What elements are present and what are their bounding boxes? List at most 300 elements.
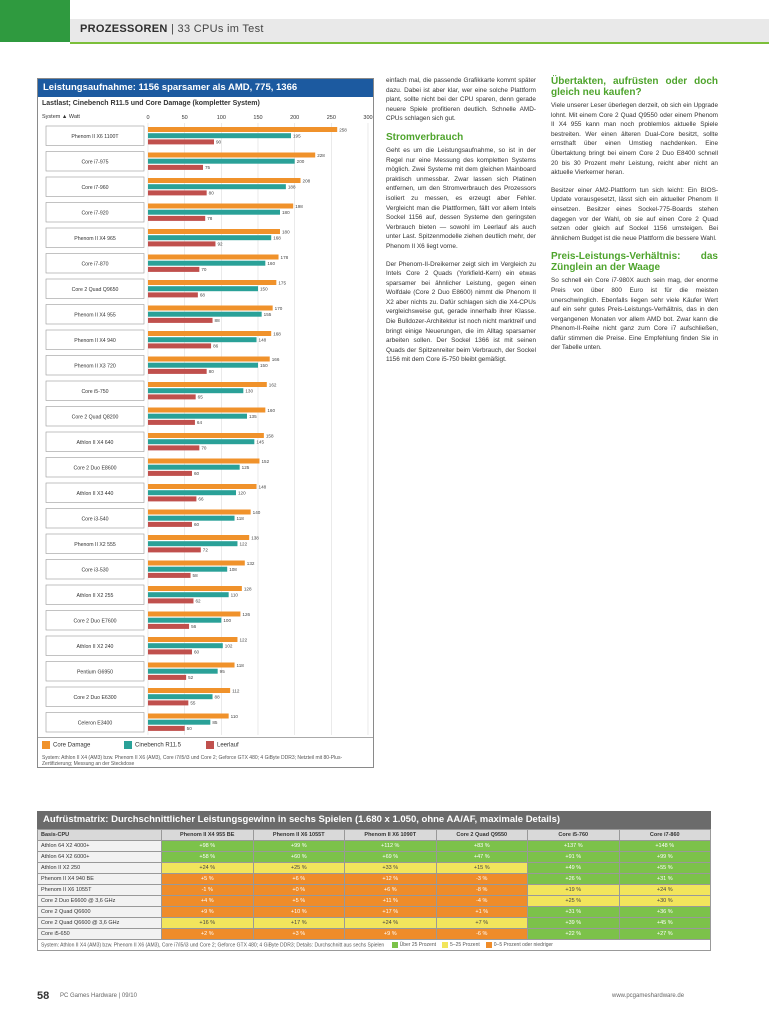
bar xyxy=(148,331,271,336)
bar xyxy=(148,133,291,138)
matrix-cell: +112 % xyxy=(345,841,437,852)
data-label: 148 xyxy=(258,484,267,490)
matrix-cell: +148 % xyxy=(619,841,711,852)
bar xyxy=(148,357,270,362)
legend-item-idle xyxy=(206,741,239,749)
matrix-col-header: Core i5-760 xyxy=(528,830,620,841)
matrix-row-label: Core 2 Quad Q6600 xyxy=(38,907,162,918)
bar xyxy=(148,535,249,540)
chart-footnote: System: Athlon II X4 (AM3) bzw. Phenom II X6 (AM3), Core i7/i5/i3 und Core 2; Geforce GTX 480; 4 GiByte DDR3; Netzteil mit 80-Plus-Zertifizierung; Messung an der Steckdose xyxy=(42,755,343,767)
matrix-legend-item xyxy=(392,942,436,948)
matrix-cell: +26 % xyxy=(528,874,620,885)
category-label: Core i7-975 xyxy=(81,159,109,166)
matrix-cell: +6 % xyxy=(345,885,437,896)
matrix-title: Aufrüstmatrix: Durchschnittlicher Leistungsgewinn in sechs Spielen (1.680 x 1.050, ohne AA/AF, maximale Details) xyxy=(37,811,711,829)
data-label: 70 xyxy=(201,445,207,451)
bar xyxy=(148,420,195,425)
bar xyxy=(148,312,262,317)
data-label: 58 xyxy=(192,573,198,579)
heading-stromverbrauch: Stromverbrauch xyxy=(386,131,464,143)
data-label: 60 xyxy=(194,649,200,655)
chart-legend xyxy=(38,737,373,754)
matrix-row xyxy=(38,896,711,907)
bar xyxy=(148,306,273,311)
bar xyxy=(148,598,193,603)
data-label: 140 xyxy=(252,509,261,515)
bar xyxy=(148,637,237,642)
bar xyxy=(148,184,286,189)
matrix-cell: +60 % xyxy=(253,852,345,863)
tick-label: 250 xyxy=(326,115,336,121)
data-label: 152 xyxy=(261,458,270,464)
matrix-cell: +0 % xyxy=(253,885,345,896)
category-label: Core i3-530 xyxy=(81,567,109,574)
matrix-cell: +2 % xyxy=(162,929,254,940)
bar xyxy=(148,241,215,246)
matrix-cell: +15 % xyxy=(436,863,528,874)
bar xyxy=(148,541,237,546)
matrix-col-header: Phenom II X4 955 BE xyxy=(162,830,254,841)
bar xyxy=(148,190,207,195)
matrix-cell: +17 % xyxy=(345,907,437,918)
data-label: 175 xyxy=(278,280,287,286)
matrix-cell: +45 % xyxy=(619,918,711,929)
matrix-cell: +55 % xyxy=(619,863,711,874)
matrix-row-label: Phenom II X4 940 BE xyxy=(38,874,162,885)
data-label: 75 xyxy=(205,165,211,171)
bar xyxy=(148,363,258,368)
matrix-cell: +99 % xyxy=(253,841,345,852)
data-label: 68 xyxy=(199,292,205,298)
bar xyxy=(148,261,265,266)
data-label: 60 xyxy=(194,522,200,528)
matrix-cell: +25 % xyxy=(528,896,620,907)
matrix-footnote: System: Athlon II X4 (AM3) bzw. Phenom II X6 (AM3), Core i7/i5/i3 und Core 2; Geforce GTX 480; 4 GiByte DDR3; Details: Durchschnitt aus sechs Spielen xyxy=(41,942,385,949)
publisher-url[interactable]: www.pcgameshardware.de xyxy=(612,993,685,999)
matrix-cell: +10 % xyxy=(253,907,345,918)
bar xyxy=(148,343,211,348)
bar xyxy=(148,496,196,501)
matrix-cell: -1 % xyxy=(162,885,254,896)
matrix-col-header: Core i7-860 xyxy=(619,830,711,841)
magazine-logo-block xyxy=(0,0,70,42)
category-label: Athlon II X2 255 xyxy=(76,592,114,599)
legend-label: 0–5 Prozent oder niedriger xyxy=(493,942,553,949)
legend-label: 5–25 Prozent xyxy=(450,942,480,949)
legend-swatch xyxy=(442,942,448,948)
bar xyxy=(148,445,199,450)
matrix-cell: +33 % xyxy=(345,863,437,874)
matrix-cell: -4 % xyxy=(436,896,528,907)
category-label: Phenom II X4 965 xyxy=(74,235,116,242)
data-label: 188 xyxy=(287,184,296,190)
data-label: 60 xyxy=(194,471,200,477)
category-label: Pentium G6950 xyxy=(76,669,114,676)
matrix-legend-item xyxy=(442,942,480,948)
paragraph: Der Phenom-II-Dreikerner zeigt sich im Vergleich zu Intels Core 2 Quads (Yorkfield-Kern) ein etwas sparsamer bei ähnlicher Leistung, gegen einen Wolfdale (Core 2 Duo E8600) nimmt die Phenom II X2 aber nichts zu. Dafür schlagen sich die X4-CPUs vergleichsweise gut, gerade innerhalb ihrer Klasse. Die Bulldozer-Architektur ist noch nicht marktreif und bringt einige Neuerungen, die im Alltag sparsamer arbeiten sollen. Der Sockel 1366 ist mit seinen Quads der Spitzenreiter beim Verbrauch, der Sockel 1156 mit dem Core i5-750 bleibt gemäßigt. xyxy=(386,260,536,364)
bar xyxy=(148,159,295,164)
bar xyxy=(148,700,188,705)
bar xyxy=(148,669,218,674)
legend-swatch xyxy=(124,741,132,749)
bar xyxy=(148,694,213,699)
matrix-cell: +58 % xyxy=(162,852,254,863)
bar xyxy=(148,490,236,495)
paragraph: Besitzer einer AM2-Plattform tun sich leicht: Ein BIOS-Update vorausgesetzt, lässt sich ein aktueller Phenom II einsetzen. Besitzer eines Sockel-775-Boards stehen dagegen vor der Wahl, ob sie auf einen Core 2 Quad setzen oder gleich auf Sockel 1156 umsteigen. Bei ähnlichem Budget ist die neue Plattform die bessere Wahl. xyxy=(551,186,718,242)
tick-label: 0 xyxy=(146,115,150,121)
data-label: 108 xyxy=(229,567,237,572)
category-label: Phenom II X3 720 xyxy=(74,363,116,370)
matrix-cell: +39 % xyxy=(528,918,620,929)
data-label: 195 xyxy=(293,133,301,139)
data-label: 118 xyxy=(236,516,244,521)
matrix-cell: +12 % xyxy=(345,874,437,885)
bar xyxy=(148,484,257,489)
matrix-body xyxy=(38,841,711,940)
data-label: 148 xyxy=(258,337,267,343)
matrix-row xyxy=(38,863,711,874)
matrix-cell: +49 % xyxy=(528,863,620,874)
category-label: Core i7-960 xyxy=(81,184,109,191)
data-label: 56 xyxy=(191,624,197,630)
data-label: 110 xyxy=(230,592,238,598)
data-label: 100 xyxy=(223,618,232,623)
bar xyxy=(148,433,264,438)
matrix-cell: +5 % xyxy=(162,874,254,885)
data-label: 168 xyxy=(273,235,281,241)
matrix-footer xyxy=(37,940,711,951)
category-label: Athlon II X2 240 xyxy=(76,643,114,650)
chart-plot xyxy=(38,109,373,737)
section-name: PROZESSOREN xyxy=(80,23,168,35)
matrix-cell: +24 % xyxy=(345,918,437,929)
category-label: Phenom II X4 940 xyxy=(74,337,116,344)
data-label: 70 xyxy=(201,267,207,273)
data-label: 150 xyxy=(260,286,268,292)
tick-label: 50 xyxy=(181,115,188,121)
data-label: 180 xyxy=(282,210,290,215)
bar xyxy=(148,522,192,527)
bar xyxy=(148,714,229,719)
bar xyxy=(148,235,271,240)
matrix-cell: +31 % xyxy=(528,907,620,918)
bar xyxy=(148,567,227,572)
matrix-row xyxy=(38,885,711,896)
matrix-cell: +99 % xyxy=(619,852,711,863)
legend-swatch xyxy=(392,942,398,948)
bar xyxy=(148,210,280,215)
matrix-cell: +16 % xyxy=(162,918,254,929)
matrix-row xyxy=(38,874,711,885)
tick-label: 100 xyxy=(216,115,226,121)
matrix-row-label: Core 2 Duo E6600 @ 3,6 GHz xyxy=(38,896,162,907)
data-label: 122 xyxy=(239,541,248,547)
data-label: 86 xyxy=(213,343,219,349)
legend-label: Cinebench R11.5 xyxy=(135,742,181,749)
bar xyxy=(148,337,257,342)
chart-subtitle: Lastlast; Cinebench R11.5 und Core Damage (kompletter System) xyxy=(42,100,260,107)
matrix-cell: +83 % xyxy=(436,841,528,852)
matrix-row-label: Core 2 Quad Q6600 @ 3,6 GHz xyxy=(38,918,162,929)
bar xyxy=(148,178,301,183)
data-label: 78 xyxy=(207,216,213,222)
paragraph: Geht es um die Leistungsaufnahme, so ist in der Regel nur eine Messung des kompletten Systems möglich. Zwei Systeme mit dem gleichen Mainboard praktisch unmessbar. Zwar lassen sich Platinen entfernen, um den Stromverbrauch des Prozessors isoliert zu messen, es erzeugt aber Fehler. Vergleicht man die Plattformen, fällt vor allem Intels Sockel 1156 auf, dessen Systeme den geringsten Verbrauch bieten — sowohl im Leerlauf als auch unter Last. Spitzenmodelle ziehen deutlich mehr, der Phenom II X6 liegt vorne. xyxy=(386,146,536,250)
bar xyxy=(148,267,199,272)
bar xyxy=(148,618,221,623)
data-label: 258 xyxy=(339,127,347,133)
matrix-cell: +1 % xyxy=(436,907,528,918)
data-label: 155 xyxy=(263,312,272,317)
matrix-cell: -6 % xyxy=(436,929,528,940)
bar xyxy=(148,153,315,158)
matrix-corner: Basis-CPU xyxy=(38,830,162,841)
bar xyxy=(148,720,210,725)
data-label: 92 xyxy=(217,241,223,247)
matrix-cell: +4 % xyxy=(162,896,254,907)
bar xyxy=(148,510,251,515)
data-label: 52 xyxy=(188,675,194,681)
data-label: 198 xyxy=(295,203,303,209)
tick-label: 200 xyxy=(290,115,300,121)
category-label: Core 2 Quad Q9650 xyxy=(71,286,119,293)
data-label: 102 xyxy=(224,643,233,649)
data-label: 85 xyxy=(212,720,218,725)
category-label: Phenom II X6 1100T xyxy=(71,133,119,140)
bar xyxy=(148,465,240,470)
matrix-col-header: Phenom II X6 1055T xyxy=(253,830,345,841)
data-label: 55 xyxy=(190,700,196,706)
matrix-legend-item xyxy=(486,942,553,948)
legend-swatch xyxy=(486,942,492,948)
bar xyxy=(148,561,245,566)
data-label: 162 xyxy=(268,382,277,388)
matrix-cell: -8 % xyxy=(436,885,528,896)
bar xyxy=(148,229,280,234)
matrix-row xyxy=(38,929,711,940)
data-label: 128 xyxy=(243,586,252,592)
matrix-row-label: Core i5-650 xyxy=(38,929,162,940)
paragraph: einfach mal, die passende Grafikkarte kommt später dazu. Dabei ist aber klar, wer eine solche Plattform plant, sollte nicht bei der CPU sparen, denn gerade neuere Spiele profitieren deutlich. Schnelle AMD-CPUs schlagen sich gut. xyxy=(386,77,536,123)
matrix-row xyxy=(38,918,711,929)
matrix-cell: +30 % xyxy=(619,896,711,907)
data-label: 166 xyxy=(271,356,280,362)
matrix-col-header: Phenom II X6 1090T xyxy=(345,830,437,841)
section-header xyxy=(80,23,264,35)
bar xyxy=(148,459,259,464)
data-label: 160 xyxy=(267,261,276,266)
bar xyxy=(148,643,223,648)
category-label: Phenom II X2 555 xyxy=(74,541,116,548)
matrix-cell: -3 % xyxy=(436,874,528,885)
matrix-cell: +47 % xyxy=(436,852,528,863)
bar xyxy=(148,408,265,413)
bar xyxy=(148,516,235,521)
data-label: 122 xyxy=(239,637,248,643)
matrix-table xyxy=(37,829,711,940)
bar xyxy=(148,292,198,297)
bar xyxy=(148,204,293,209)
data-label: 150 xyxy=(260,363,268,368)
publication-info: PC Games Hardware | 09/10 xyxy=(60,993,137,999)
category-label: Core 2 Quad Q8200 xyxy=(71,414,119,421)
matrix-cell: +91 % xyxy=(528,852,620,863)
bar xyxy=(148,726,185,731)
matrix-row xyxy=(38,852,711,863)
category-label: Core 2 Duo E8600 xyxy=(73,465,117,472)
bar xyxy=(148,471,192,476)
category-label: Core i7-920 xyxy=(81,210,109,217)
data-label: 65 xyxy=(197,394,203,400)
data-label: 90 xyxy=(216,139,222,145)
power-consumption-chart xyxy=(37,78,374,768)
matrix-cell: +9 % xyxy=(345,929,437,940)
matrix-cell: +98 % xyxy=(162,841,254,852)
data-label: 110 xyxy=(230,713,238,719)
data-label: 160 xyxy=(267,407,276,413)
article-column-2 xyxy=(386,76,536,373)
data-label: 120 xyxy=(238,490,246,496)
matrix-cell: +137 % xyxy=(528,841,620,852)
bar xyxy=(148,369,207,374)
data-label: 178 xyxy=(280,254,289,260)
matrix-cell: +6 % xyxy=(253,874,345,885)
matrix-row-label: Phenom II X6 1055T xyxy=(38,885,162,896)
data-label: 88 xyxy=(214,694,220,700)
data-label: 145 xyxy=(256,439,265,445)
bar xyxy=(148,586,242,591)
matrix-col-header: Core 2 Quad Q9550 xyxy=(436,830,528,841)
paragraph: Viele unserer Leser überlegen derzeit, ob sich ein Upgrade lohnt. Mit einem Core 2 Quad Q9550 oder einem Phenom II X4 955 kann man noch problemlos aktuelle Spiele bestreiten. Wer einen älteren Dual-Core besitzt, sollte ernsthaft über einen Umstieg nachdenken. Eine Übertaktung bringt bei einem Core 2 Duo E8400 schnell 20 bis 30 Prozent mehr Leistung, reicht aber nicht an aktuelle Vierkerner heran. xyxy=(551,102,718,177)
matrix-cell: +69 % xyxy=(345,852,437,863)
data-label: 95 xyxy=(219,669,225,674)
category-label: Celeron E3400 xyxy=(77,720,113,727)
data-label: 126 xyxy=(242,611,251,617)
matrix-row xyxy=(38,907,711,918)
bar xyxy=(148,165,203,170)
matrix-row-label: Athlon II X2 250 xyxy=(38,863,162,874)
heading-uebertakten: Übertakten, aufrüsten oder doch gleich neu kaufen? xyxy=(551,76,718,98)
matrix-header-row xyxy=(38,830,711,841)
category-label: Athlon II X3 440 xyxy=(76,490,114,497)
section-separator: | xyxy=(167,23,178,35)
matrix-cell: +19 % xyxy=(528,885,620,896)
category-label: Core i5-750 xyxy=(81,388,109,395)
bar xyxy=(148,624,189,629)
category-label: Phenom II X4 955 xyxy=(74,312,116,319)
data-label: 66 xyxy=(198,496,204,502)
data-label: 200 xyxy=(296,159,305,164)
matrix-cell: +24 % xyxy=(162,863,254,874)
matrix-cell: +11 % xyxy=(345,896,437,907)
bar xyxy=(148,318,213,323)
data-label: 118 xyxy=(236,662,244,668)
matrix-cell: +27 % xyxy=(619,929,711,940)
bar xyxy=(148,286,258,291)
legend-item-core-damage xyxy=(42,741,90,749)
data-label: 112 xyxy=(232,688,240,694)
article-column-3 xyxy=(551,76,718,361)
matrix-cell: +17 % xyxy=(253,918,345,929)
category-label: Core i3-540 xyxy=(81,516,109,523)
heading-preis-leistung: Preis-Leistungs-Verhältnis: das Zünglein an der Waage xyxy=(551,251,718,274)
axis-header: System ▲ Watt xyxy=(42,114,80,120)
matrix-cell: +31 % xyxy=(619,874,711,885)
bar xyxy=(148,649,192,654)
bar xyxy=(148,573,191,578)
bar xyxy=(148,675,186,680)
category-label: Core 2 Duo E7600 xyxy=(73,618,117,625)
bar xyxy=(148,127,337,132)
legend-label: Core Damage xyxy=(53,742,91,749)
data-label: 158 xyxy=(265,433,274,439)
matrix-cell: +22 % xyxy=(528,929,620,940)
bar xyxy=(148,394,196,399)
bar xyxy=(148,139,214,144)
legend-swatch xyxy=(206,741,214,749)
data-label: 138 xyxy=(251,535,259,541)
matrix-cell: +7 % xyxy=(436,918,528,929)
data-label: 72 xyxy=(202,547,208,553)
tick-label: 300 xyxy=(363,115,373,121)
data-label: 88 xyxy=(214,318,220,324)
bar xyxy=(148,592,229,597)
data-label: 135 xyxy=(249,414,257,419)
data-label: 168 xyxy=(273,331,281,337)
bar xyxy=(148,414,247,419)
bar xyxy=(148,439,254,444)
data-label: 62 xyxy=(195,598,201,604)
data-label: 180 xyxy=(282,229,290,235)
category-label: Core 2 Duo E6300 xyxy=(73,694,117,701)
bar xyxy=(148,547,201,552)
section-topic: 33 CPUs im Test xyxy=(177,23,264,35)
upgrade-matrix xyxy=(37,811,711,951)
tick-label: 150 xyxy=(253,115,263,121)
bar xyxy=(148,255,279,260)
data-label: 80 xyxy=(208,369,214,375)
data-label: 125 xyxy=(241,465,250,470)
legend-label: Leerlauf xyxy=(217,742,239,749)
bar xyxy=(148,280,276,285)
matrix-row-label: Athlon 64 X2 6000+ xyxy=(38,852,162,863)
data-label: 50 xyxy=(186,726,192,732)
bar xyxy=(148,612,240,617)
page-number: 58 xyxy=(37,990,50,1002)
data-label: 132 xyxy=(246,560,255,566)
matrix-cell: +36 % xyxy=(619,907,711,918)
matrix-cell: +3 % xyxy=(253,929,345,940)
data-label: 208 xyxy=(302,178,311,184)
matrix-cell: +25 % xyxy=(253,863,345,874)
bar xyxy=(148,382,267,387)
bar xyxy=(148,688,230,693)
legend-label: Über 25 Prozent xyxy=(399,942,437,949)
matrix-cell: +5 % xyxy=(253,896,345,907)
data-label: 80 xyxy=(208,190,214,196)
data-label: 228 xyxy=(317,152,325,158)
bar xyxy=(148,663,235,668)
bar xyxy=(148,216,205,221)
category-label: Athlon II X4 640 xyxy=(76,439,114,446)
matrix-legend xyxy=(386,942,553,948)
matrix-cell: +9 % xyxy=(162,907,254,918)
data-label: 64 xyxy=(196,420,203,426)
bar xyxy=(148,388,243,393)
matrix-row xyxy=(38,841,711,852)
data-label: 130 xyxy=(245,388,254,394)
category-label: Core i7-870 xyxy=(81,261,109,268)
matrix-cell: +24 % xyxy=(619,885,711,896)
